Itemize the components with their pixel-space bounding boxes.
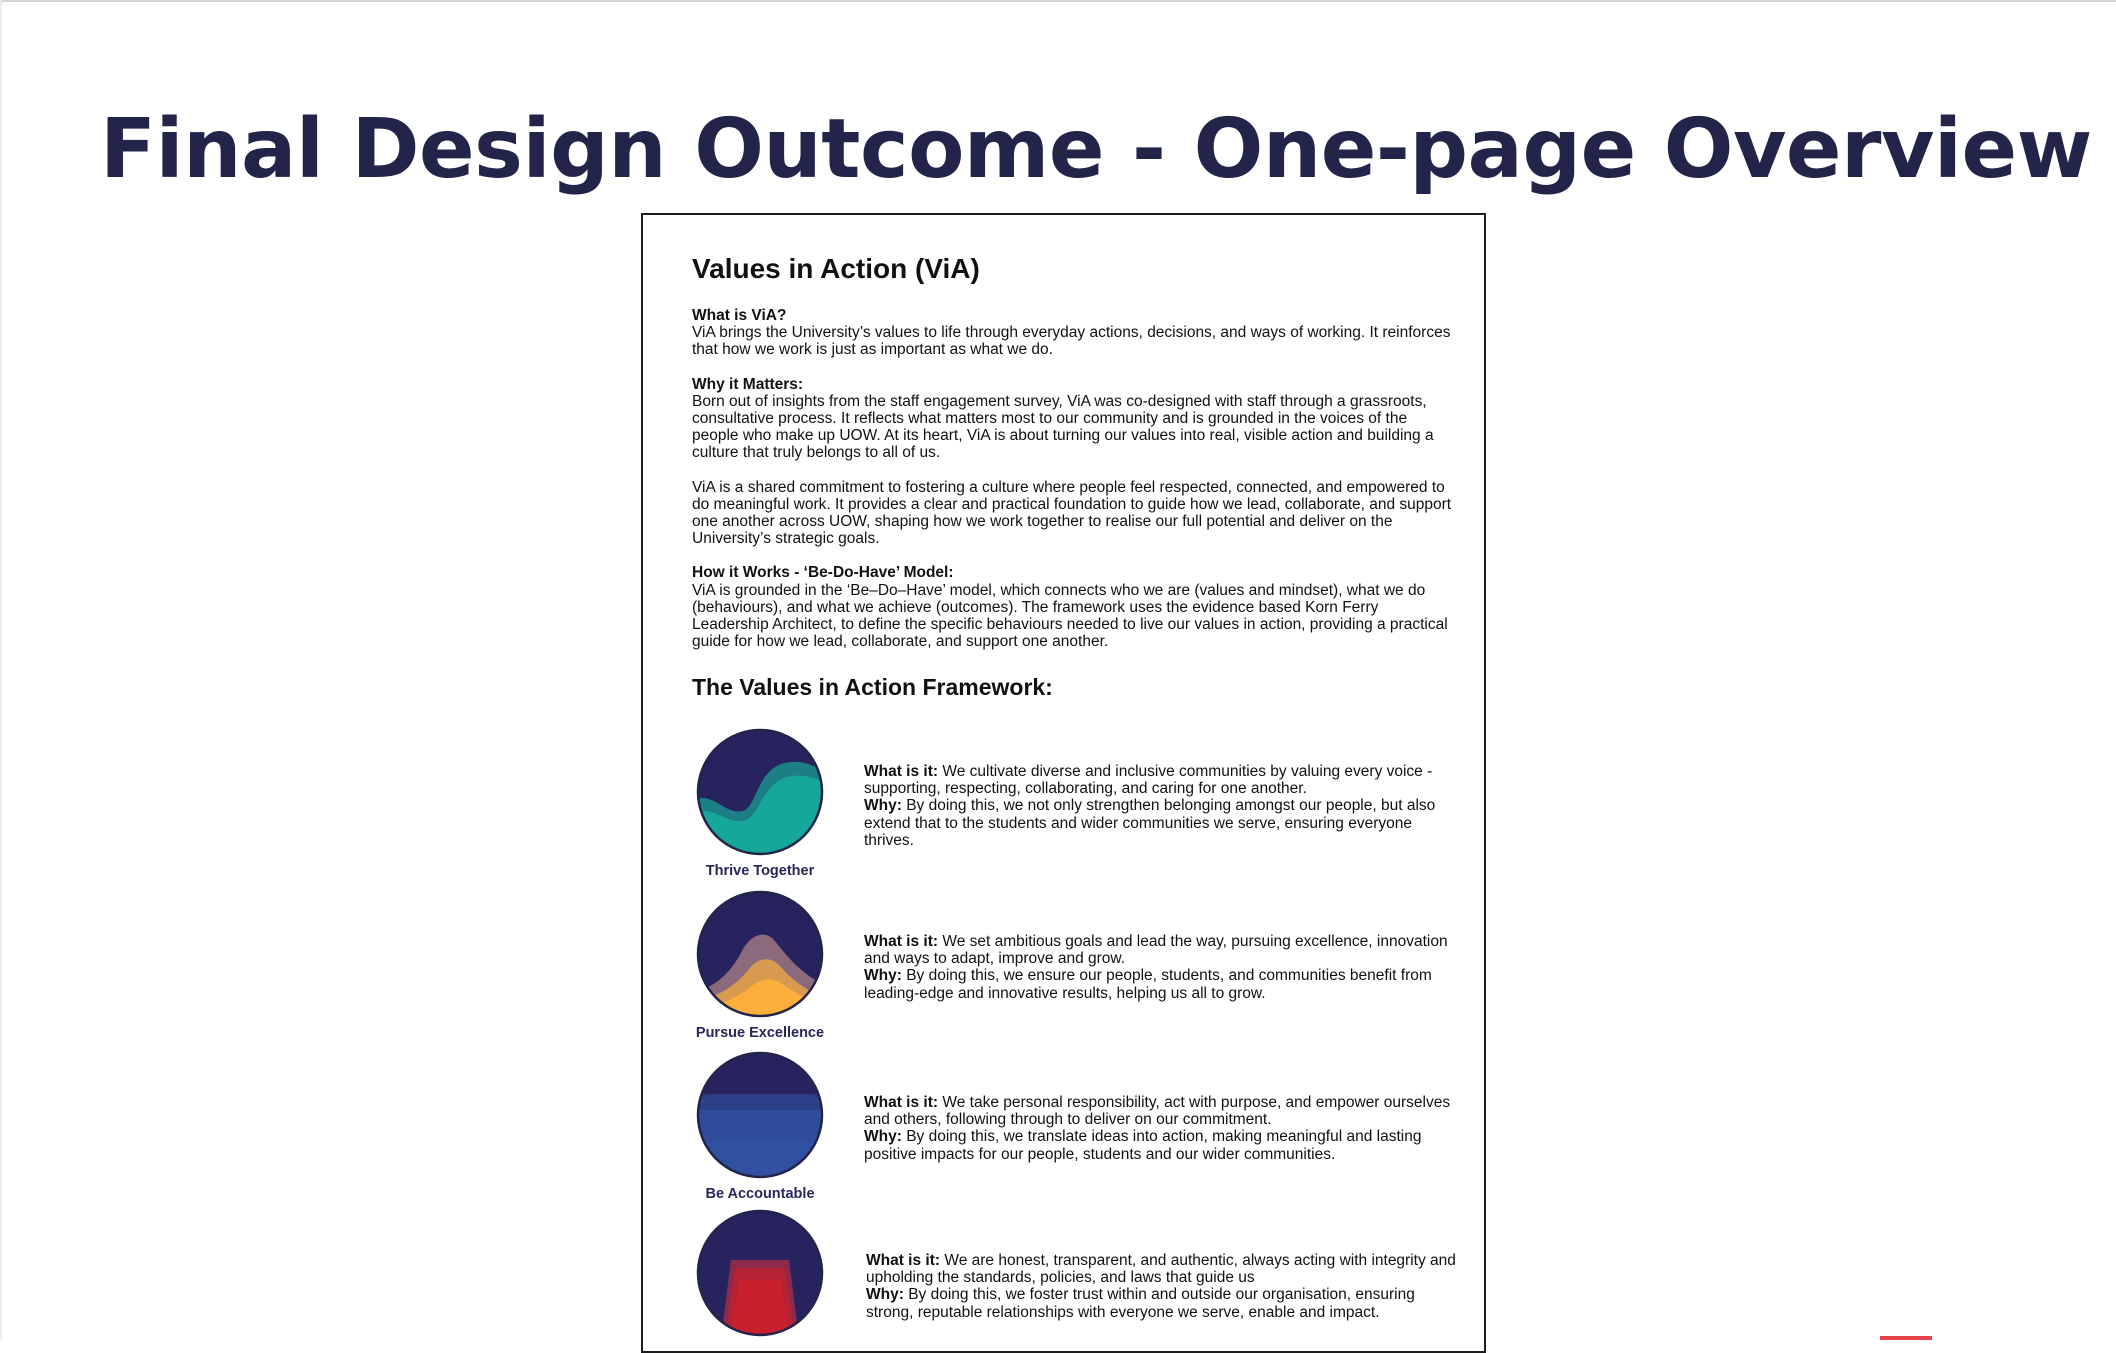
section-body-continued: ViA is a shared commitment to fostering a culture where people feel respected, connected, and empowered to do meaningful work. It provides a clear and practical foundation to guide how we lead, collaborate, and support one another across UOW, shaping how we work together to realise our full potential and deliver on the University’s strategic goals.	[692, 478, 1452, 548]
document-intro	[692, 253, 1452, 701]
value-description	[864, 1094, 1454, 1163]
what-text: We take personal responsibility, act with purpose, and empower ourselves and others, following through to deliver on our commitment.	[864, 1094, 1451, 1129]
why-label: Why:	[864, 797, 902, 815]
framework-heading: The Values in Action Framework:	[692, 674, 1053, 701]
left-border	[0, 0, 2, 1340]
section-heading: What is ViA?	[692, 307, 787, 324]
what-text: We cultivate diverse and inclusive communities by valuing every voice - supporting, respecting, collaborating, and caring for one another.	[864, 763, 1433, 798]
value-name: Thrive Together	[705, 863, 815, 879]
horizon-bands-icon	[695, 1050, 825, 1180]
what-label: What is it:	[864, 933, 939, 950]
what-label: What is it:	[864, 763, 939, 780]
what-label: What is it:	[866, 1252, 941, 1269]
top-border	[0, 0, 2116, 2]
section-why-it-matters	[692, 376, 1452, 462]
section-body: Born out of insights from the staff engagement survey, ViA was co-designed with staff through a grassroots, consultative process. It reflects what matters most to our community and is grounded in the voices of the people who make up UOW. At its heart, ViA is about turning our values into real, visible action and building a culture that truly belongs to all of us.	[692, 392, 1434, 462]
what-label: What is it:	[864, 1094, 939, 1111]
section-heading: Why it Matters:	[692, 375, 804, 393]
value-name: Pursue Excellence	[695, 1025, 825, 1041]
section-how-it-works	[692, 564, 1452, 650]
wave-icon	[695, 727, 825, 857]
document-page	[641, 213, 1486, 1353]
value-badge	[692, 1208, 828, 1338]
value-description	[864, 763, 1454, 849]
value-name: Be Accountable	[705, 1186, 815, 1202]
corner-mark	[1880, 1336, 1932, 1340]
pillar-icon	[695, 1208, 825, 1338]
why-text: By doing this, we translate ideas into action, making meaningful and lasting positive impacts for our people, students and our wider communities.	[864, 1128, 1422, 1163]
why-text: By doing this, we foster trust within and outside our organisation, ensuring strong, reputable relationships with everyone we serve, enable and impact.	[866, 1286, 1415, 1321]
section-body: ViA brings the University’s values to life through everyday actions, decisions, and ways of working. It reinforces that how we work is just as important as what we do.	[692, 324, 1451, 359]
mountain-icon	[695, 889, 825, 1019]
value-description	[866, 1252, 1456, 1321]
why-text: By doing this, we not only strengthen belonging amongst our people, but also extend that to the students and wider communities we serve, ensuring everyone thrives.	[864, 797, 1436, 849]
slide-title: Final Design Outcome - One-page Overview	[100, 102, 2092, 197]
value-badge	[692, 1050, 828, 1202]
why-label: Why:	[866, 1286, 904, 1304]
section-what-is-via	[692, 307, 1452, 359]
section-body: ViA is grounded in the ‘Be–Do–Have’ model, which connects who we are (values and mindset), what we do (behaviours), and what we achieve (outcomes). The framework uses the evidence based Korn Ferry Leadership Architect, to define the specific behaviours needed to live our values in action, providing a practical guide for how we lead, collaborate, and support one another.	[692, 581, 1448, 651]
value-description	[864, 933, 1454, 1002]
section-heading: How it Works - ‘Be-Do-Have’ Model:	[692, 564, 954, 582]
what-text: We are honest, transparent, and authentic, always acting with integrity and upholding the standards, policies, and laws that guide us	[866, 1252, 1456, 1287]
why-text: By doing this, we ensure our people, students, and communities benefit from leading-edge and innovative results, helping us all to grow.	[864, 967, 1432, 1002]
value-badge	[692, 889, 828, 1041]
why-label: Why:	[864, 967, 902, 985]
why-label: Why:	[864, 1128, 902, 1146]
value-badge	[692, 727, 828, 879]
what-text: We set ambitious goals and lead the way, pursuing excellence, innovation and ways to adapt, improve and grow.	[864, 933, 1448, 968]
document-title: Values in Action (ViA)	[692, 253, 980, 284]
